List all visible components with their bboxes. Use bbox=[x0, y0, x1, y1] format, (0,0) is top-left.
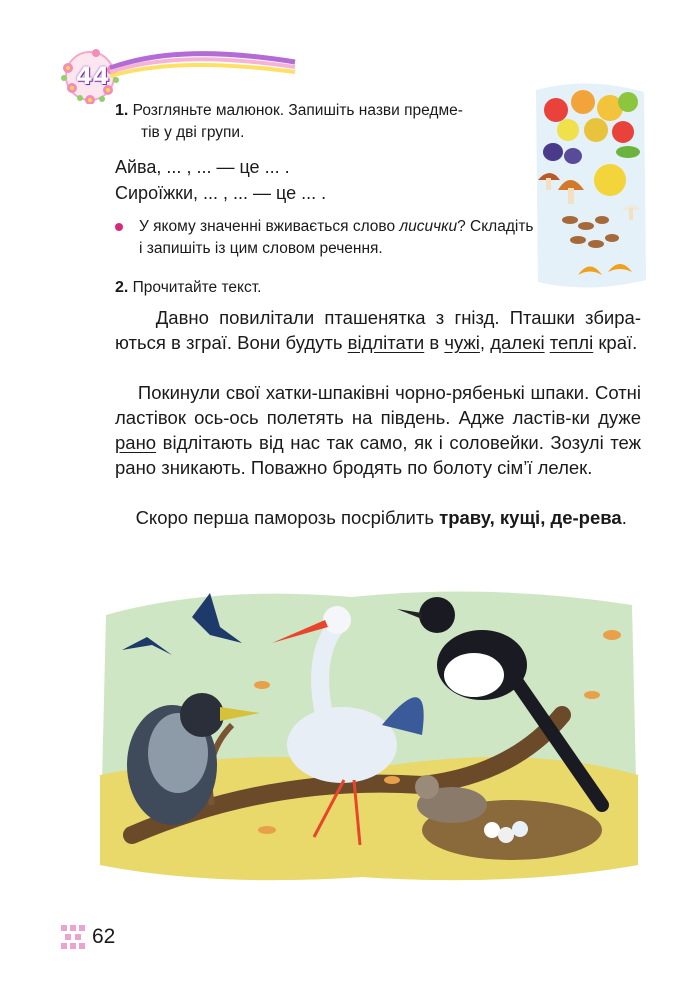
example-line-1: Айва, ... , ... — це ... . bbox=[115, 157, 290, 177]
birds-illustration bbox=[92, 575, 640, 890]
question-text-before: У якому значенні вживається слово bbox=[139, 218, 400, 235]
lesson-number: 44 bbox=[76, 62, 110, 90]
example-line-2: Сироїжки, ... , ... — це ... . bbox=[115, 183, 327, 203]
stork-icon bbox=[287, 707, 397, 783]
p3-part2: . bbox=[621, 507, 627, 528]
p1-underlined-1: відлітати bbox=[347, 332, 425, 353]
plum-icon bbox=[543, 143, 563, 161]
question-text-after: ? Складіть і запишіть із цим словом речення. bbox=[139, 218, 534, 257]
task-1 bbox=[115, 100, 525, 144]
task-1-number: 1. bbox=[115, 102, 129, 119]
p1-part5: краї. bbox=[593, 332, 638, 353]
paragraph-2 bbox=[115, 380, 641, 480]
p3-bold: траву, кущі, де-рева bbox=[439, 507, 622, 528]
task-2 bbox=[115, 277, 261, 299]
apple-icon bbox=[544, 98, 568, 122]
question-block bbox=[115, 216, 535, 260]
paragraph-1 bbox=[115, 305, 641, 355]
task-1-text-line2: тів у дві групи. bbox=[141, 124, 245, 141]
task-1-text-line1: Розгляньте малюнок. Запишіть назви предме- bbox=[132, 102, 463, 119]
quince-icon bbox=[584, 118, 608, 142]
p1-part2: в bbox=[424, 332, 445, 353]
p1-part3: , bbox=[479, 332, 491, 353]
question-text bbox=[115, 216, 535, 260]
p2-part1: Покинули свої хатки-шпаківні чорно-рябенькі шпаки. Сотні ластівок ось-ось полетять на південь. Адже ластів-ки дуже bbox=[115, 382, 642, 428]
question-italic-word: лисички bbox=[399, 218, 458, 235]
paragraph-3 bbox=[115, 505, 641, 530]
task-2-number: 2. bbox=[115, 279, 129, 296]
p1-underlined-4: теплі bbox=[549, 332, 594, 353]
p1-underlined-2: чужі bbox=[444, 332, 480, 353]
fruits-mushrooms-illustration bbox=[528, 80, 650, 295]
p2-part2: відлітають від нас так само, як і соловейки. Зозулі теж рано зникають. Поважно бродять по болоту сім’ї лелек. bbox=[115, 432, 641, 478]
rainbow-ribbon-decoration bbox=[100, 40, 300, 80]
p1-underlined-3: далекі bbox=[490, 332, 545, 353]
task-2-text: Прочитайте текст. bbox=[132, 279, 262, 296]
page-number: 62 bbox=[92, 925, 116, 948]
ornament-icon bbox=[58, 922, 88, 952]
p2-underlined-1: рано bbox=[115, 432, 157, 453]
p3-part1: Скоро перша паморозь посріблить bbox=[135, 507, 440, 528]
p1-part1: Давно повилітали пташенятка з гнізд. Пташки збира-ються в зграї. Вони будуть bbox=[115, 307, 641, 353]
bullet-icon bbox=[115, 223, 123, 231]
